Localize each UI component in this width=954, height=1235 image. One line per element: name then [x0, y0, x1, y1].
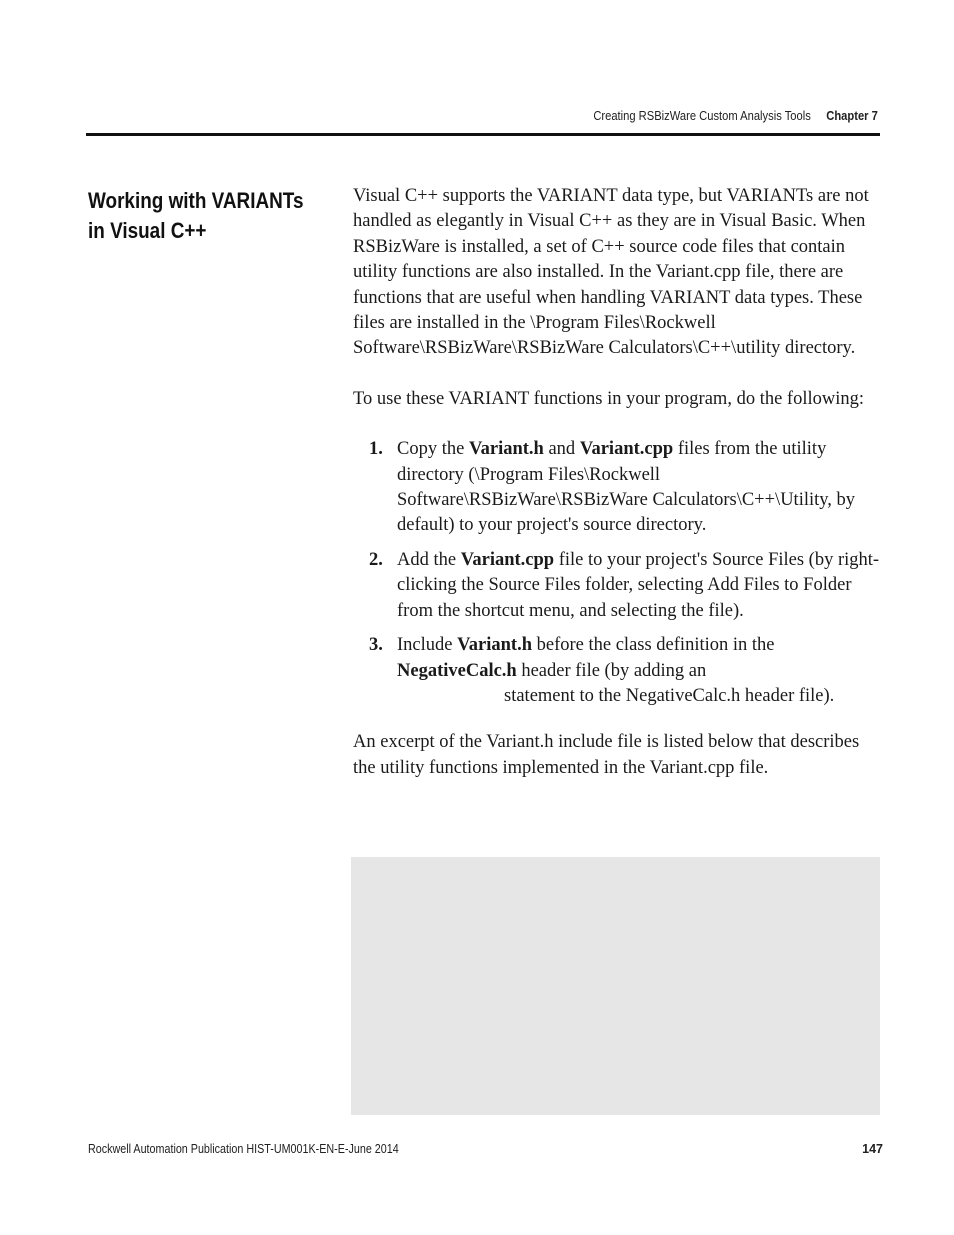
steps-list: [353, 437, 883, 709]
section-heading: Working with VARIANTs in Visual C++: [88, 188, 304, 243]
step-text-part: before the class definition in the: [532, 635, 775, 656]
step-text-part: statement to the NegativeCalc.h header file).: [504, 685, 835, 706]
code-excerpt-box: [351, 857, 880, 1115]
running-header: [593, 108, 878, 123]
step-number: 3.: [369, 635, 383, 656]
step-text: [397, 633, 883, 709]
file-name: Variant.h: [457, 635, 532, 656]
header-section-title: Creating RSBizWare Custom Analysis Tools: [593, 108, 811, 123]
step-text: [397, 437, 883, 539]
step-item: [353, 633, 883, 709]
step-item: [353, 548, 883, 624]
step-text-part: file to your project's Source Files (by right-clicking the Source Files folder, selecting Add Files to Folder from the shortcut menu, and selecting the file).: [397, 549, 880, 621]
header-rule: [86, 133, 880, 136]
step-number: 1.: [369, 439, 383, 460]
excerpt-paragraph: An excerpt of the Variant.h include file is listed below that describes the utility functions implemented in the Variant.cpp file.: [353, 732, 860, 778]
step-text: [397, 548, 883, 624]
file-name: Variant.h: [468, 439, 544, 460]
header-chapter-label: Chapter 7: [826, 108, 878, 123]
footer-publication: Rockwell Automation Publication HIST-UM001K-EN-E-June 2014: [88, 1142, 399, 1156]
step-item: [353, 437, 883, 539]
step-text-part: and: [543, 439, 580, 460]
intro-paragraph: Visual C++ supports the VARIANT data type, but VARIANTs are not handled as elegantly in Visual C++ as they are in Visual Basic. When RSBizWare is installed, a set of C++ source code files that contain utility functions are also installed. In the Variant.cpp file, there are functions that are useful when handling VARIANT data types. These files are installed in the \Program Files\Rockwell Software\RSBizWare\RSBizWare Calculators\C++\utility directory.: [353, 186, 869, 359]
step-text-part: Add the: [397, 549, 461, 570]
step-text-part: Include: [397, 635, 458, 656]
body-text: [353, 184, 883, 781]
step-text-part: files from the utility directory (\Program Files\Rockwell Software\RSBizWare\RSBizWare Calculators\C++\Utility, by default) to your project's source directory.: [397, 439, 856, 536]
file-name: NegativeCalc.h: [397, 660, 517, 681]
page-number: 147: [862, 1142, 883, 1156]
step-text-part: header file (by adding an: [516, 660, 707, 681]
file-name: Variant.cpp: [579, 439, 674, 460]
step-number: 2.: [369, 549, 383, 570]
lead-in-paragraph: To use these VARIANT functions in your program, do the following:: [353, 388, 864, 409]
file-name: Variant.cpp: [460, 549, 555, 570]
step-text-part: Copy the: [397, 439, 469, 460]
